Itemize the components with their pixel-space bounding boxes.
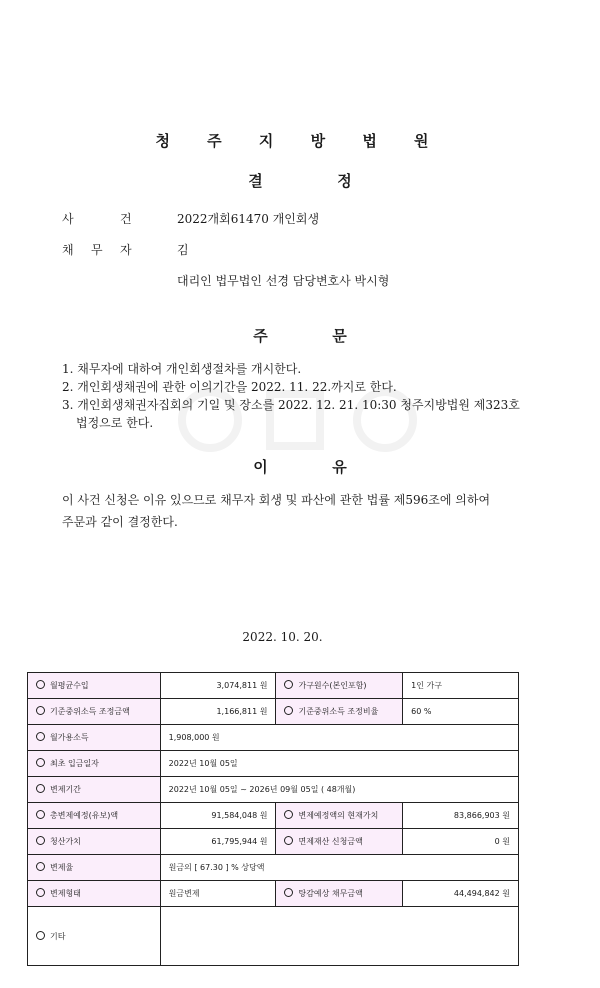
summary-label: 청산가치: [28, 829, 161, 855]
summary-label: 변제예정액의 현재가치: [276, 803, 403, 829]
circle-icon: [36, 732, 45, 741]
circle-icon: [36, 706, 45, 715]
circle-icon: [284, 706, 293, 715]
summary-value: 44,494,842 원: [403, 881, 519, 907]
table-row: [28, 907, 519, 966]
circle-icon: [36, 810, 45, 819]
summary-label: 변제기간: [28, 777, 161, 803]
debtor-agent: 대리인 법무법인 선경 담당변호사 박시형: [177, 274, 390, 288]
summary-label: 최초 입금일자: [28, 751, 161, 777]
debtor-label-char-1: 채: [62, 243, 74, 257]
reason-heading-char-2: 유: [332, 458, 347, 476]
circle-icon: [36, 758, 45, 767]
summary-label: 가구원수(본인포함): [276, 673, 403, 699]
circle-icon: [36, 784, 45, 793]
circle-icon: [36, 862, 45, 871]
summary-value: 원금변제: [160, 881, 276, 907]
summary-value: 원금의 [ 67.30 ] % 상당액: [160, 855, 518, 881]
summary-value: [160, 907, 518, 966]
circle-icon: [36, 888, 45, 897]
circle-icon: [284, 888, 293, 897]
summary-value: 2022년 10월 05일: [160, 751, 518, 777]
reason-line: 이 사건 신청은 이유 있으므로 채무자 회생 및 파산에 관한 법률 제596조에 의하여: [62, 493, 491, 507]
summary-label: 총변제예정(유보)액: [28, 803, 161, 829]
court-name: 청 주 지 방 법 원: [155, 132, 445, 150]
summary-value: 3,074,811 원: [160, 673, 276, 699]
decision-date: 2022. 10. 20.: [242, 630, 323, 644]
order-heading-char-1: 주: [253, 327, 268, 345]
summary-value: 1,166,811 원: [160, 699, 276, 725]
summary-label: 변제율: [28, 855, 161, 881]
summary-label: 기준중위소득 조정비율: [276, 699, 403, 725]
circle-icon: [284, 810, 293, 819]
summary-label: 면제재산 신청금액: [276, 829, 403, 855]
table-row: [28, 803, 519, 829]
reason-line: 주문과 같이 결정한다.: [62, 515, 178, 529]
case-label-char-1: 사: [62, 212, 74, 226]
order-item-continuation: 법정으로 한다.: [76, 416, 154, 430]
order-item: 2. 개인회생채권에 관한 이의기간을 2022. 11. 22.까지로 한다.: [62, 380, 397, 394]
reason-heading-char-1: 이: [253, 458, 268, 476]
doc-type-char-2: 정: [337, 172, 352, 190]
order-heading-char-2: 문: [332, 327, 347, 345]
debtor-name: 김: [177, 243, 189, 257]
summary-table: [27, 672, 519, 966]
case-number: 2022개회61470 개인회생: [177, 212, 320, 226]
doc-type-char-1: 결: [248, 172, 263, 190]
circle-icon: [284, 680, 293, 689]
table-row: [28, 777, 519, 803]
summary-label: 기타: [28, 907, 161, 966]
circle-icon: [36, 680, 45, 689]
summary-value: 2022년 10월 05일 ~ 2026년 09월 05일 ( 48개월): [160, 777, 518, 803]
summary-label: 월평균수입: [28, 673, 161, 699]
order-heading: [0, 325, 600, 346]
circle-icon: [36, 836, 45, 845]
reason-text: [62, 489, 552, 533]
summary-label: 탕감예상 채무금액: [276, 881, 403, 907]
circle-icon: [36, 931, 45, 940]
table-row: [28, 699, 519, 725]
summary-value: 0 원: [403, 829, 519, 855]
summary-value: 60 %: [403, 699, 519, 725]
table-row: [28, 829, 519, 855]
case-label-char-2: 건: [120, 212, 132, 226]
table-row: [28, 881, 519, 907]
document-type: [0, 170, 600, 191]
summary-label: 변제형태: [28, 881, 161, 907]
circle-icon: [284, 836, 293, 845]
table-row: [28, 673, 519, 699]
summary-value: 1,908,000 원: [160, 725, 518, 751]
table-row: [28, 751, 519, 777]
summary-value: 83,866,903 원: [403, 803, 519, 829]
order-item: 3. 개인회생채권자집회의 기일 및 장소를 2022. 12. 21. 10:30 청주지방법원 제323호: [62, 398, 520, 412]
order-list: [62, 360, 552, 432]
reason-heading: [0, 456, 600, 477]
debtor-label-char-3: 자: [120, 243, 132, 257]
summary-value: 61,795,944 원: [160, 829, 276, 855]
summary-label: 월가용소득: [28, 725, 161, 751]
summary-value: 91,584,048 원: [160, 803, 276, 829]
order-item: 1. 채무자에 대하여 개인회생절차를 개시한다.: [62, 362, 302, 376]
summary-value: 1인 가구: [403, 673, 519, 699]
table-row: [28, 725, 519, 751]
summary-label: 기준중위소득 조정금액: [28, 699, 161, 725]
debtor-label-char-2: 무: [91, 243, 103, 257]
table-row: [28, 855, 519, 881]
